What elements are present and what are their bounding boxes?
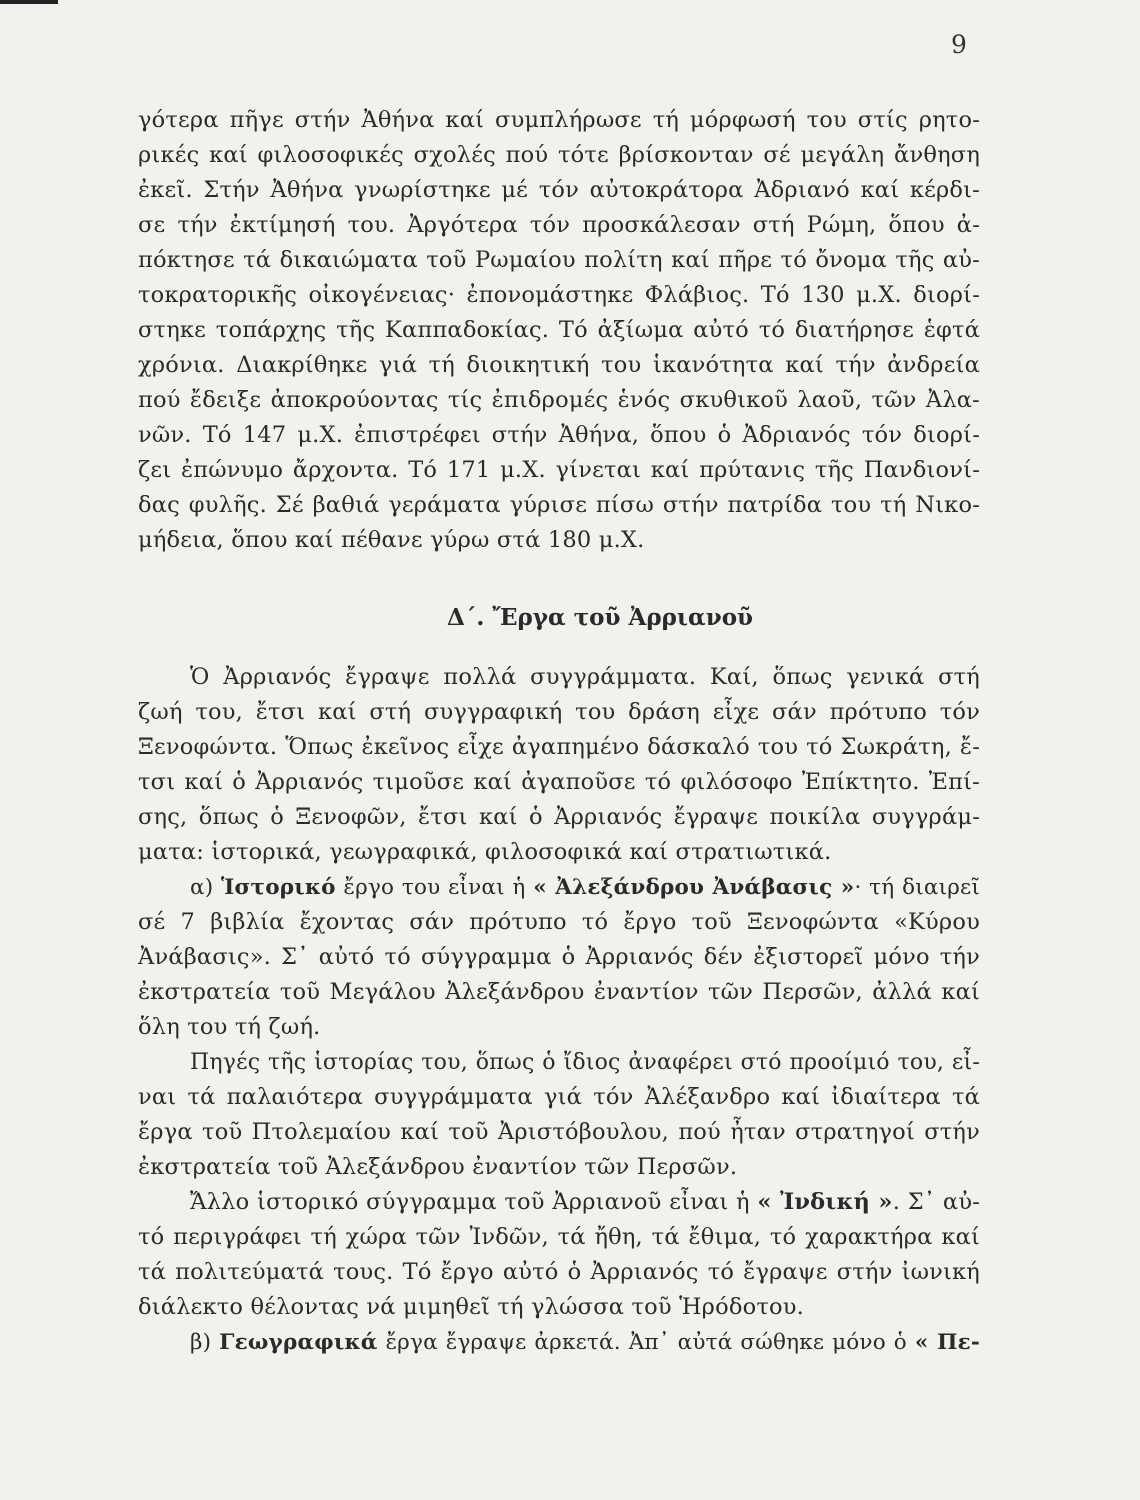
works-section	[138, 660, 980, 1360]
page-number: 9	[951, 30, 967, 59]
bold-title: « Ἀλεξάνδρου Ἀνάβασις »	[533, 875, 855, 900]
text-line: ἐκεῖ. Στήν Ἀθήνα γνωρίστηκε μέ τόν αὐτοκράτορα Ἀδριανό καί κέρδι-	[138, 177, 980, 203]
text-line: ζει ἐπώνυμο ἄρχοντα. Τό 171 μ.Χ. γίνεται καί πρύτανις τῆς Πανδιονί-	[138, 457, 980, 483]
biography-paragraph	[138, 103, 980, 558]
text-line: ρικές καί φιλοσοφικές σχολές πού τότε βρίσκονταν σέ μεγάλη ἄνθηση	[138, 142, 980, 168]
section-heading: Δ΄. Ἔργα τοῦ Ἀρριανοῦ	[447, 604, 753, 631]
text-line: νῶν. Τό 147 μ.Χ. ἐπιστρέφει στήν Ἀθήνα, ὅπου ὁ Ἀδριανός τόν διορί-	[138, 422, 980, 448]
text-line: γότερα πῆγε στήν Ἀθήνα καί συμπλήρωσε τή μόρφωσή του στίς ρητο-	[138, 107, 980, 133]
text-span: ἔργα ἔγραψε ἀρκετά. Ἀπ᾽ αὐτά σώθηκε μόνο ὁ	[377, 1330, 915, 1355]
text-line: χρόνια. Διακρίθηκε γιά τή διοικητική του ἱκανότητα καί τήν ἀνδρεία	[138, 352, 980, 378]
text-line: ἐκστρατεία τοῦ Ἀλεξάνδρου ἐναντίον τῶν Περσῶν.	[138, 1154, 738, 1180]
text-line: Ὁ Ἀρριανός ἔγραψε πολλά συγγράμματα. Καί, ὅπως γενικά στή	[190, 664, 980, 690]
text-line: Ξενοφώντα. Ὅπως ἐκεῖνος εἶχε ἀγαπημένο δάσκαλό του τό Σωκράτη, ἔ-	[138, 734, 980, 760]
text-line-geographic-works	[138, 1325, 980, 1360]
bold-title: « Ἰνδική »	[757, 1189, 893, 1215]
bold-title: « Πε-	[914, 1330, 980, 1355]
text-line: Πηγές τῆς ἱστορίας του, ὅπως ὁ ἴδιος ἀναφέρει στό προοίμιό του, εἶ-	[190, 1050, 980, 1075]
list-marker: α)	[190, 875, 222, 900]
text-line: ματα: ἱστορικά, γεωγραφικά, φιλοσοφικά καί στρατιωτικά.	[138, 839, 832, 865]
text-line: δας φυλῆς. Σέ βαθιά γεράματα γύρισε πίσω στήν πατρίδα του τή Νικο-	[138, 492, 980, 518]
list-marker: β)	[190, 1330, 220, 1355]
text-span: ἔργο του εἶναι ἡ	[335, 875, 534, 900]
text-line: ἔργα τοῦ Πτολεμαίου καί τοῦ Ἀριστόβουλου, πού ἦταν στρατηγοί στήν	[138, 1119, 980, 1145]
text-span: . Σ᾽ αὐ-	[892, 1189, 980, 1215]
text-line-historical-work	[138, 870, 980, 905]
text-span: Ἄλλο ἱστορικό σύγγραμμα τοῦ Ἀρριανοῦ εἶναι ἡ	[190, 1189, 758, 1215]
text-line: ζωή του, ἔτσι καί στή συγγραφική του δράση εἶχε σάν πρότυπο τόν	[138, 699, 980, 725]
text-line: τσι καί ὁ Ἀρριανός τιμοῦσε καί ἀγαποῦσε τό φιλόσοφο Ἐπίκτητο. Ἐπί-	[138, 769, 980, 795]
text-line-indika	[138, 1185, 980, 1220]
text-span: · τή διαιρεῖ	[854, 875, 981, 900]
text-line: τά πολιτεύματά τους. Τό ἔργο αὐτό ὁ Ἀρριανός τό ἔγραψε στήν ἰωνική	[138, 1259, 980, 1285]
text-line: στηκε τοπάρχης τῆς Καππαδοκίας. Τό ἀξίωμα αὐτό τό διατήρησε ἑφτά	[138, 317, 980, 343]
text-line: ἐκστρατεία τοῦ Μεγάλου Ἀλεξάνδρου ἐναντίον τῶν Περσῶν, ἀλλά καί	[138, 979, 980, 1005]
text-line: σέ 7 βιβλία ἔχοντας σάν πρότυπο τό ἔργο τοῦ Ξενοφώντα «Κύρου	[138, 909, 980, 935]
text-line: πού ἔδειξε ἀποκρούοντας τίς ἐπιδρομές ἑνός σκυθικοῦ λαοῦ, τῶν Ἀλα-	[138, 387, 980, 413]
text-line: μήδεια, ὅπου καί πέθανε γύρω στά 180 μ.Χ.	[138, 527, 645, 553]
bold-term: Ἱστορικό	[221, 875, 336, 900]
text-line: σης, ὅπως ὁ Ξενοφῶν, ἔτσι καί ὁ Ἀρριανός ἔγραψε ποικίλα συγγράμ-	[138, 804, 980, 830]
text-line: διάλεκτο θέλοντας νά μιμηθεῖ τή γλώσσα τοῦ Ἡρόδοτου.	[138, 1294, 804, 1320]
text-line: σε τήν ἐκτίμησή του. Ἀργότερα τόν προσκάλεσαν στή Ρώμη, ὅπου ἀ-	[138, 212, 980, 238]
text-line: τοκρατορικῆς οἰκογένειας· ἐπονομάστηκε Φλάβιος. Τό 130 μ.Χ. διορί-	[138, 282, 980, 308]
bold-term: Γεωγραφικά	[219, 1330, 378, 1355]
text-line: ὅλη του τή ζωή.	[138, 1014, 321, 1040]
text-line: ναι τά παλαιότερα συγγράμματα γιά τόν Ἀλέξανδρο καί ἰδιαίτερα τά	[138, 1084, 980, 1110]
text-line: Ἀνάβασις». Σ᾽ αὐτό τό σύγγραμμα ὁ Ἀρριανός δέν ἐξιστορεῖ μόνο τήν	[138, 944, 980, 970]
scan-corner-mark	[0, 0, 58, 4]
text-line: πόκτησε τά δικαιώματα τοῦ Ρωμαίου πολίτη καί πῆρε τό ὄνομα τῆς αὐ-	[138, 247, 980, 273]
text-line: τό περιγράφει τή χώρα τῶν Ἰνδῶν, τά ἤθη, τά ἔθιμα, τό χαρακτήρα καί	[138, 1224, 980, 1250]
